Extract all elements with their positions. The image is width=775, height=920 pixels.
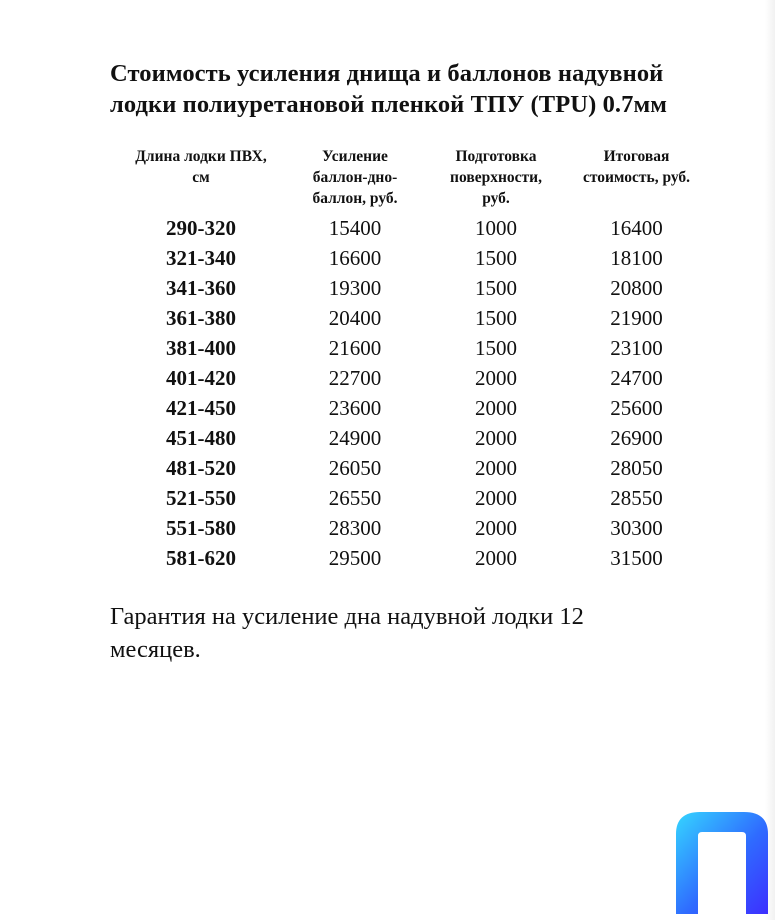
- cell-total-cost: 24700: [610, 366, 663, 390]
- cell-reinforcement: 29500: [328, 546, 382, 570]
- cell-boat-length: 321-340: [166, 246, 236, 270]
- cell-surface-prep: 1500: [475, 246, 517, 270]
- header-boat-length: Длина лодки ПВХ, см: [135, 148, 267, 186]
- table-row: [110, 453, 699, 483]
- cell-total-cost: 20800: [610, 276, 663, 300]
- cell-total-cost: 28550: [610, 486, 663, 510]
- cell-reinforcement: 26050: [328, 456, 382, 480]
- cell-reinforcement: 22700: [328, 366, 382, 390]
- table-row: [110, 513, 699, 543]
- table-header-row: [110, 146, 699, 213]
- cell-surface-prep: 2000: [475, 456, 517, 480]
- cell-total-cost: 21900: [610, 306, 663, 330]
- header-surface-prep: Подготовка поверхности, руб.: [450, 148, 542, 207]
- arch-logo-icon: [676, 808, 768, 914]
- cell-boat-length: 421-450: [166, 396, 236, 420]
- cell-total-cost: 18100: [610, 246, 663, 270]
- cell-total-cost: 30300: [610, 516, 663, 540]
- table-body: [110, 213, 699, 573]
- cell-reinforcement: 24900: [328, 426, 382, 450]
- cell-total-cost: 31500: [610, 546, 663, 570]
- table-row: [110, 273, 699, 303]
- cell-reinforcement: 23600: [328, 396, 382, 420]
- cell-surface-prep: 2000: [475, 486, 517, 510]
- price-table: [110, 146, 699, 573]
- cell-surface-prep: 1500: [475, 336, 517, 360]
- cell-boat-length: 451-480: [166, 426, 236, 450]
- table-row: [110, 213, 699, 243]
- cell-boat-length: 381-400: [166, 336, 236, 360]
- cell-reinforcement: 28300: [328, 516, 382, 540]
- cell-reinforcement: 21600: [328, 336, 382, 360]
- cell-boat-length: 551-580: [166, 516, 236, 540]
- cell-boat-length: 481-520: [166, 456, 236, 480]
- cell-reinforcement: 26550: [328, 486, 382, 510]
- cell-reinforcement: 20400: [328, 306, 382, 330]
- table-row: [110, 423, 699, 453]
- cell-surface-prep: 1500: [475, 306, 517, 330]
- cell-surface-prep: 2000: [475, 516, 517, 540]
- table-row: [110, 393, 699, 423]
- cell-surface-prep: 2000: [475, 546, 517, 570]
- cell-boat-length: 290-320: [166, 216, 236, 240]
- warranty-note: Гарантия на усиление дна надувной лодки 12 месяцев.: [110, 603, 584, 663]
- cell-total-cost: 26900: [610, 426, 663, 450]
- table-row: [110, 363, 699, 393]
- cell-surface-prep: 2000: [475, 366, 517, 390]
- cell-reinforcement: 15400: [328, 216, 382, 240]
- table-row: [110, 333, 699, 363]
- cell-surface-prep: 1500: [475, 276, 517, 300]
- header-total-cost: Итоговая стоимость, руб.: [582, 148, 691, 186]
- cell-total-cost: 25600: [610, 396, 663, 420]
- table-row: [110, 243, 699, 273]
- cell-total-cost: 23100: [610, 336, 663, 360]
- table-row: [110, 543, 699, 573]
- page-edge: [765, 0, 775, 920]
- cell-surface-prep: 1000: [475, 216, 517, 240]
- document-title: Стоимость усиления днища и баллонов надувной лодки полиуретановой пленкой ТПУ (TPU) 0.7мм: [110, 60, 668, 118]
- cell-surface-prep: 2000: [475, 396, 517, 420]
- cell-boat-length: 581-620: [166, 546, 236, 570]
- cell-boat-length: 401-420: [166, 366, 236, 390]
- header-reinforcement: Усиление баллон-дно- баллон, руб.: [312, 148, 398, 207]
- cell-reinforcement: 16600: [328, 246, 382, 270]
- cell-boat-length: 341-360: [166, 276, 236, 300]
- table-row: [110, 303, 699, 333]
- cell-boat-length: 521-550: [166, 486, 236, 510]
- table-row: [110, 483, 699, 513]
- cell-total-cost: 16400: [610, 216, 663, 240]
- cell-boat-length: 361-380: [166, 306, 236, 330]
- cell-total-cost: 28050: [610, 456, 663, 480]
- cell-surface-prep: 2000: [475, 426, 517, 450]
- cell-reinforcement: 19300: [328, 276, 382, 300]
